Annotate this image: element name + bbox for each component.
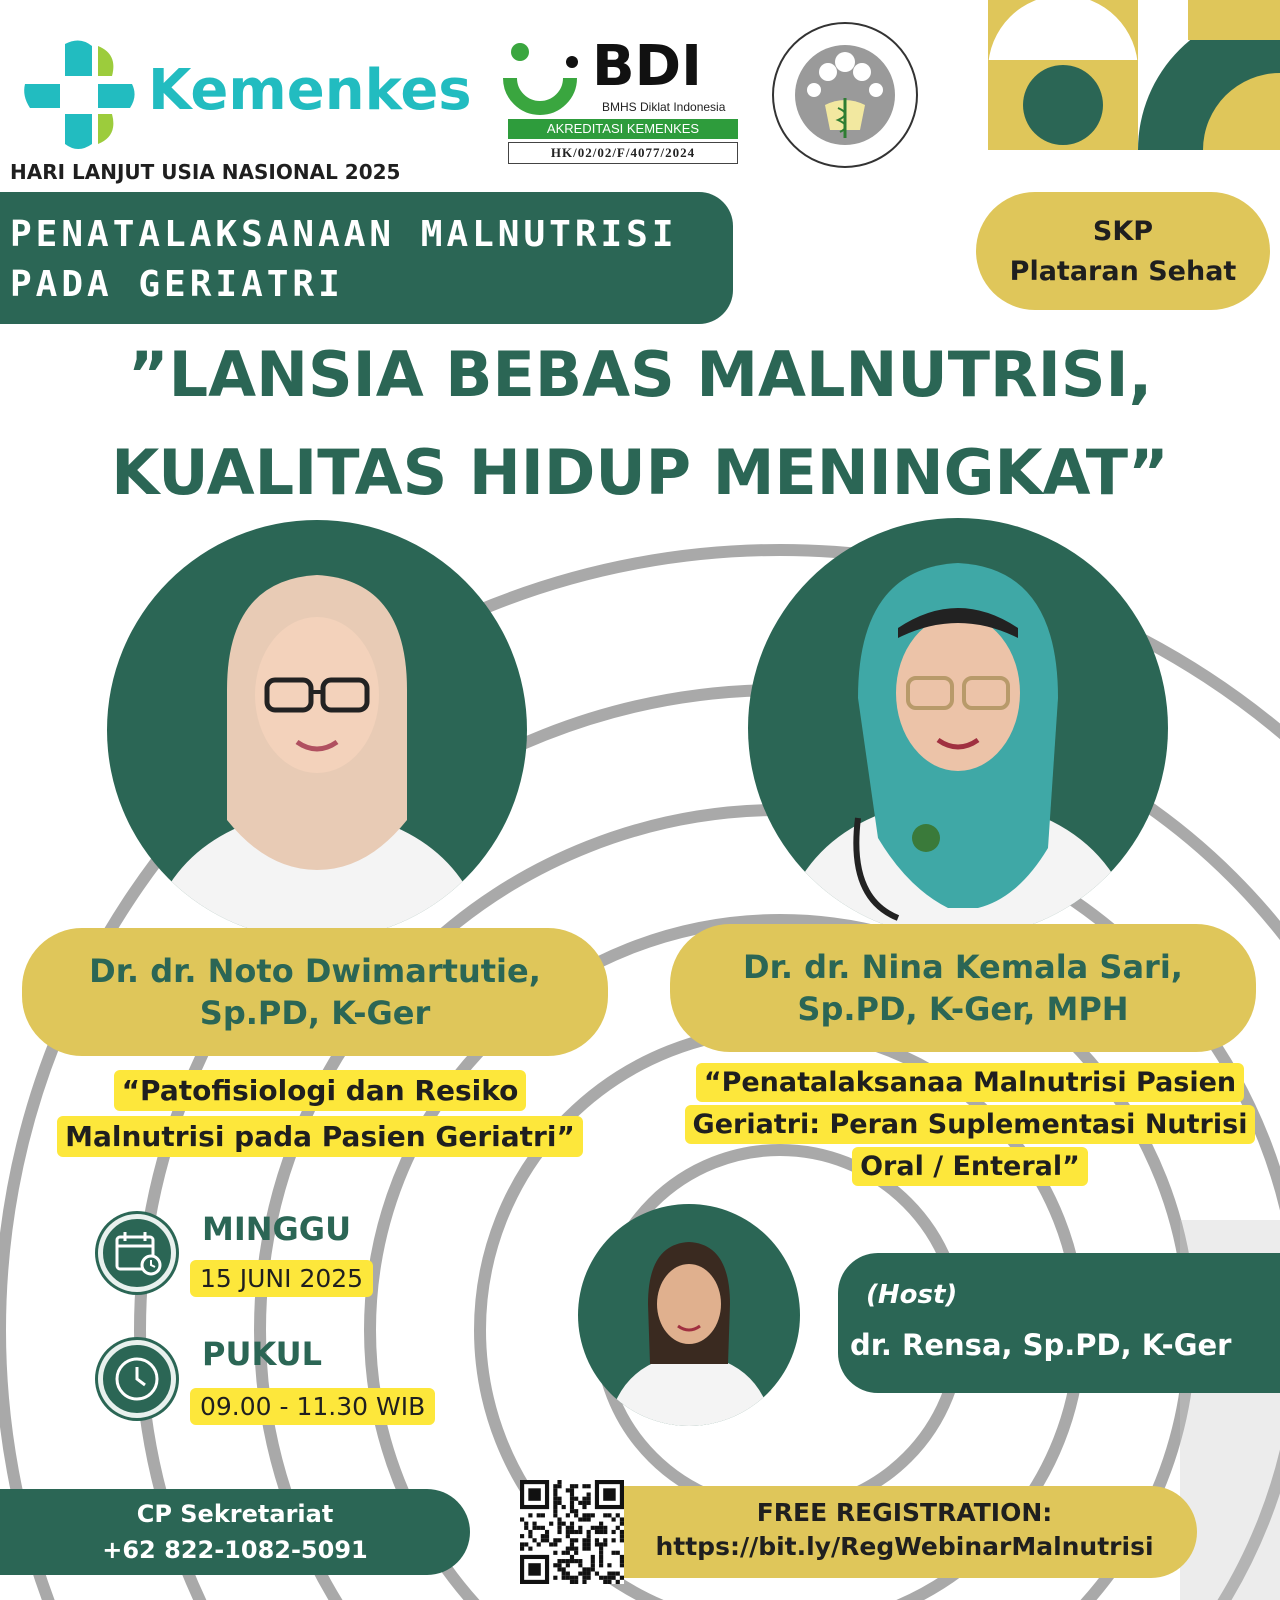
speaker-1-name-line-1: Dr. dr. Noto Dwimartutie, <box>89 952 541 990</box>
bdi-registration-number: HK/02/02/F/4077/2024 <box>508 142 738 164</box>
bdi-swoosh-icon <box>500 40 595 115</box>
host-name: dr. Rensa, Sp.PD, K-Ger <box>850 1328 1232 1362</box>
speaker-2-topic-line-1: “Penatalaksanaa Malnutrisi Pasien <box>696 1063 1244 1102</box>
host-band <box>838 1253 1280 1393</box>
speaker-2-topic-line-2: Geriatri: Peran Suplementasi Nutrisi <box>685 1105 1256 1144</box>
headline-line-1: ”LANSIA BEBAS MALNUTRISI, <box>127 338 1153 411</box>
bdi-accreditation-bar: AKREDITASI KEMENKES <box>508 119 738 139</box>
speaker-1-name-pill <box>22 928 608 1056</box>
speaker-1-topic-line-1: “Patofisiologi dan Resiko <box>114 1070 527 1111</box>
host-photo <box>578 1204 800 1426</box>
qr-code-icon <box>520 1480 624 1584</box>
contact-label: CP Sekretariat <box>136 1500 334 1528</box>
speaker-2-name-line-1: Dr. dr. Nina Kemala Sari, <box>743 948 1183 986</box>
bdi-subtitle: BMHS Diklat Indonesia <box>602 100 726 114</box>
skp-platform: Plataran Sehat <box>1009 256 1237 287</box>
skp-label: SKP <box>1092 216 1154 247</box>
registration-url[interactable]: https://bit.ly/RegWebinarMalnutrisi <box>655 1532 1154 1561</box>
bdi-logo <box>500 34 740 175</box>
host-label: (Host) <box>866 1280 958 1310</box>
day-label: MINGGU <box>202 1210 352 1248</box>
speaker-2-photo <box>748 518 1168 938</box>
time-value: 09.00 - 11.30 WIB <box>190 1388 435 1425</box>
speaker-2-portrait <box>748 518 1168 938</box>
registration-pill <box>612 1486 1197 1578</box>
registration-label: FREE REGISTRATION: <box>756 1498 1053 1527</box>
speaker-2-topic-line-3: Oral / Enteral” <box>852 1147 1088 1186</box>
decorative-shapes <box>988 0 1280 150</box>
kemenkes-wordmark: Kemenkes <box>148 58 472 123</box>
date-value: 15 JUNI 2025 <box>190 1260 373 1297</box>
speaker-1-name-line-2: Sp.PD, K-Ger <box>199 994 431 1032</box>
speaker-2-name-pill <box>670 924 1256 1052</box>
event-occasion-text: HARI LANJUT USIA NASIONAL 2025 <box>10 160 401 184</box>
title-line-2: PADA GERIATRI <box>10 264 344 305</box>
time-label: PUKUL <box>202 1335 323 1373</box>
skp-badge <box>976 192 1270 310</box>
clock-icon <box>103 1345 171 1413</box>
speaker-1-topic <box>30 1068 610 1160</box>
headline-line-2: KUALITAS HIDUP MENINGKAT” <box>111 436 1169 509</box>
contact-phone: +62 822-1082-5091 <box>102 1536 368 1564</box>
calendar-icon <box>103 1219 171 1287</box>
speaker-1-portrait <box>107 520 527 940</box>
speaker-1-photo <box>107 520 527 940</box>
kemenkes-logo-icon <box>20 36 140 156</box>
calendar-icon-badge <box>98 1214 176 1292</box>
speaker-2-name-line-2: Sp.PD, K-Ger, MPH <box>797 990 1129 1028</box>
clock-icon-badge <box>98 1340 176 1418</box>
pergemi-seal-logo <box>770 20 920 170</box>
speaker-1-topic-line-2: Malnutrisi pada Pasien Geriatri” <box>57 1116 583 1157</box>
speaker-2-topic <box>670 1062 1270 1188</box>
title-line-1: PENATALAKSANAAN MALNUTRISI <box>10 214 678 255</box>
bdi-wordmark: BDI <box>592 34 703 99</box>
contact-band <box>0 1489 470 1575</box>
host-portrait <box>578 1204 800 1426</box>
registration-qr-code[interactable] <box>520 1480 624 1584</box>
